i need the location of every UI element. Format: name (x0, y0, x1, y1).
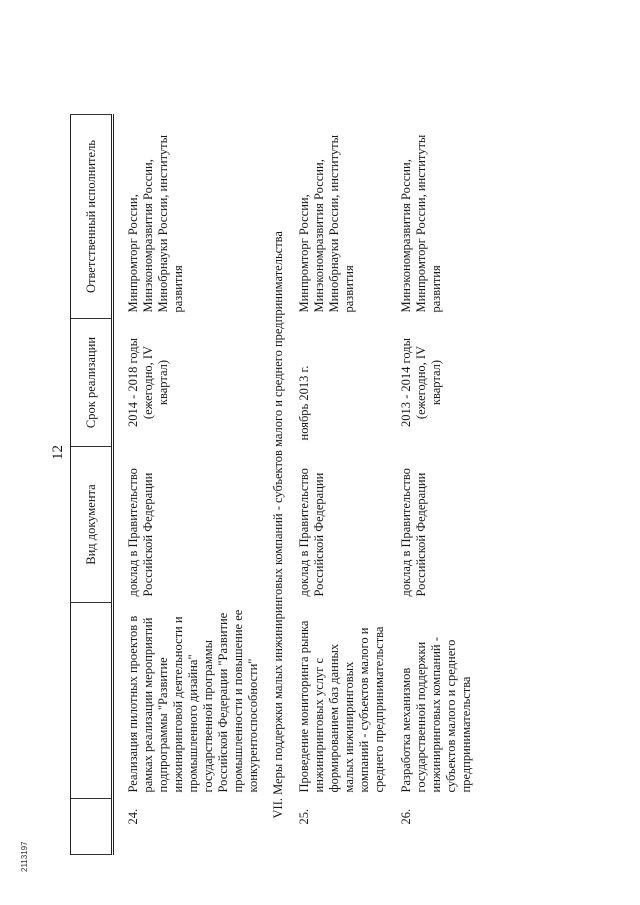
row-doc-type: доклад в Правительство Российской Федерации (126, 468, 155, 597)
row-action: Реализация пилотных проектов в рамках реализации мероприятий подпрограммы "Развитие инжиниринговой деятельности и промышленного дизайна" государственной программы Российской Федерации "Развитие промышленности и повышение ее конкурентоспособности" (126, 609, 260, 793)
header-num (71, 799, 113, 855)
section-heading-row (261, 115, 296, 855)
row-num: 25. (297, 808, 311, 825)
table-row (296, 115, 387, 855)
row-responsible: Минпромторг России, Минэкономразвития России, Минобрнауки России, институты развития (126, 134, 185, 313)
row-num: 26. (399, 808, 413, 825)
header-responsible: Ответственный исполнитель (71, 115, 113, 319)
table-row (125, 115, 261, 855)
row-doc-type: доклад в Правительство Российской Федерации (297, 468, 326, 597)
table-row (398, 115, 474, 855)
page-number: 12 (50, 445, 66, 460)
rotated-landscape-content (40, 55, 600, 855)
row-action: Разработка механизмов государственной поддержки инжиниринговых компаний - субъектов малого и среднего предпринимательства (399, 637, 473, 793)
document-id-stamp: 2113197 (20, 841, 29, 872)
header-action (71, 603, 113, 799)
row-doc-type: доклад в Правительство Российской Федерации (399, 468, 428, 597)
section-vii-heading: VII. Меры поддержки малых инжиниринговых компаний - субъектов малого и среднего предпринимательства (271, 231, 285, 819)
header-doc-type: Вид документа (71, 447, 113, 603)
row-action: Проведение мониторинга рынка инжиниринговых услуг с формированием баз данных малых инжиниринговых компаний - субъектов малого и среднего предпринимательства (297, 620, 386, 793)
row-responsible: Минпромторг России, Минэкономразвития России, Минобрнауки России, институты развития (297, 134, 356, 313)
row-term: 2014 - 2018 годы (ежегодно, IV квартал) (126, 338, 170, 428)
header-term: Срок реализации (71, 319, 113, 447)
row-term: 2013 - 2014 годы (ежегодно, IV квартал) (399, 338, 443, 428)
table-header-row (71, 115, 113, 855)
row-responsible: Минэкономразвития России, Минпромторг России, институты развития (399, 134, 443, 313)
row-num: 24. (126, 808, 140, 825)
action-plan-table (70, 114, 474, 855)
row-term: ноябрь 2013 г. (297, 365, 311, 441)
